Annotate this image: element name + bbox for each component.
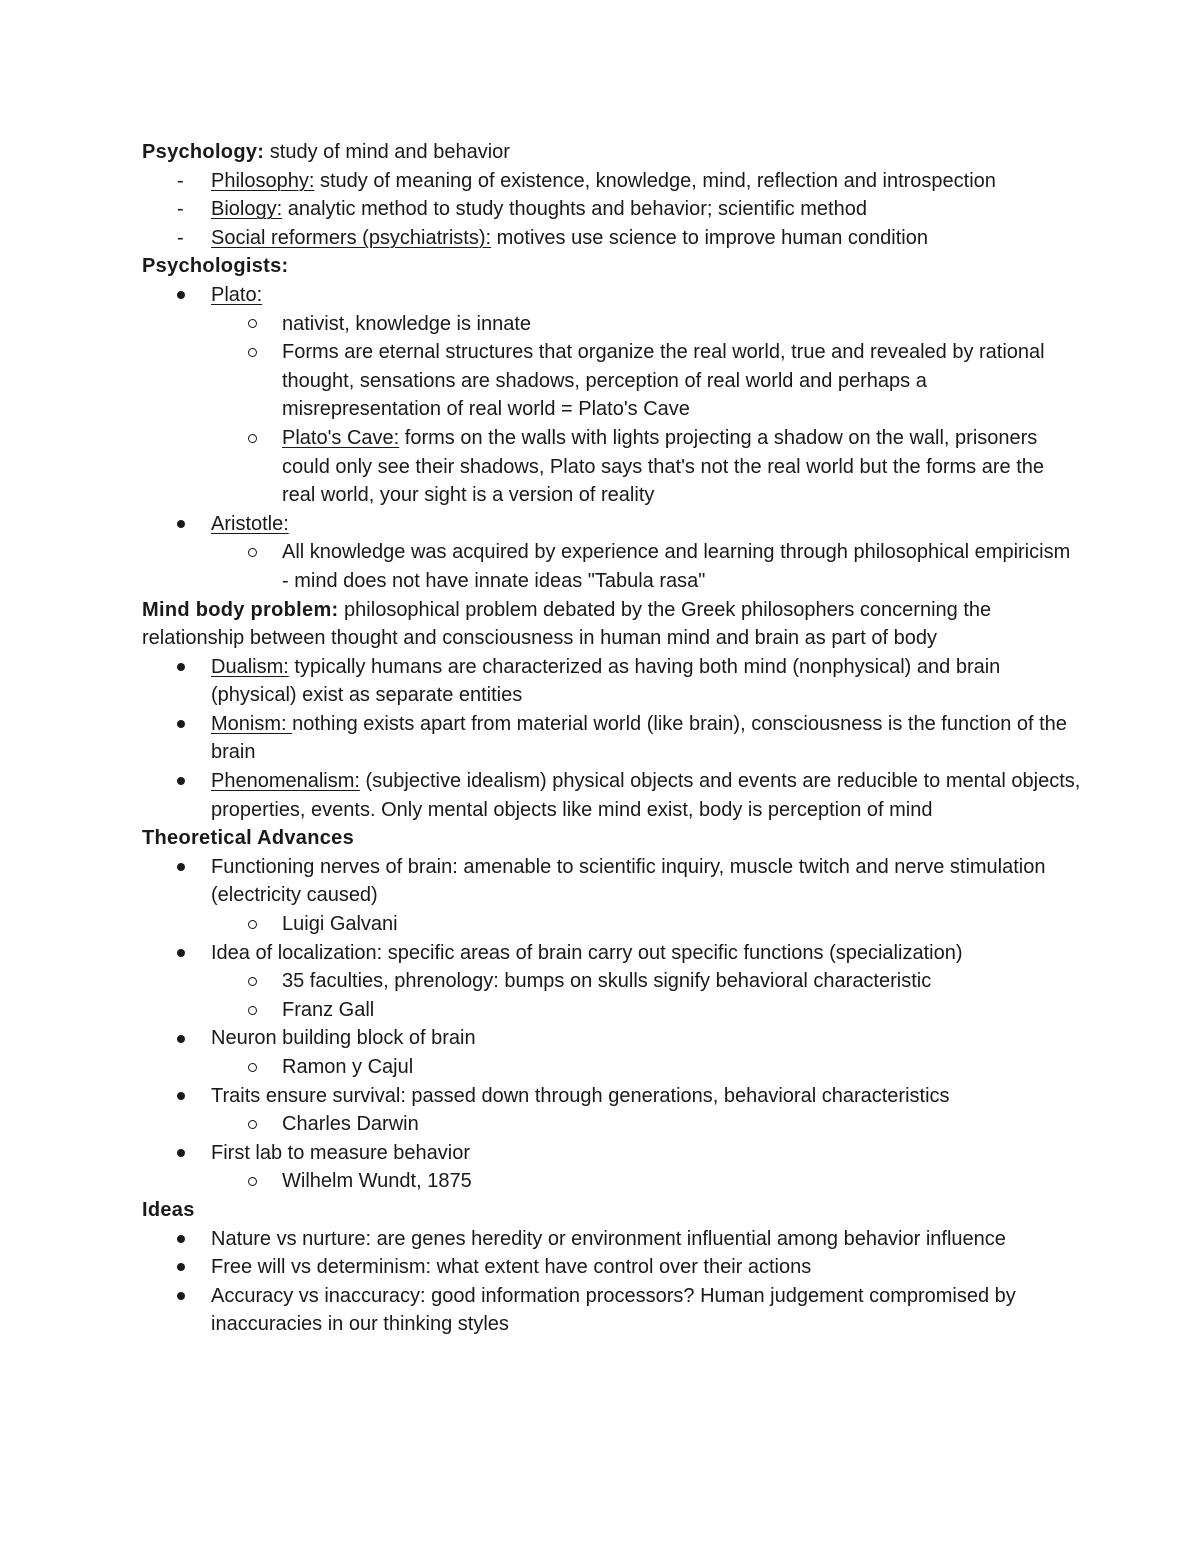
bullet-circle-icon [248, 348, 257, 357]
psychology-heading: Psychology: [142, 141, 265, 163]
list-item-term: Plato: [211, 283, 263, 306]
sub-list-item [142, 967, 1082, 996]
list-item [142, 939, 1082, 968]
list-item-term: Biology: [211, 198, 283, 221]
bullet-circle-icon [248, 920, 257, 929]
list-item-term: Aristotle: [211, 512, 289, 535]
list-item-text: Idea of localization: specific areas of brain carry out specific functions (specialization) [211, 941, 963, 964]
bullet-dot-icon [177, 1149, 185, 1157]
sub-list-item-text: Franz Gall [282, 998, 375, 1021]
document-page [142, 138, 1082, 1339]
bullet-circle-icon [248, 548, 257, 557]
list-item [142, 1082, 1082, 1111]
sub-list-item [142, 310, 1082, 339]
bullet-circle-icon [248, 977, 257, 986]
list-item-text: study of meaning of existence, knowledge, mind, reflection and introspection [314, 169, 996, 192]
list-item [142, 1282, 1082, 1339]
list-item [142, 1024, 1082, 1053]
ideas-heading: Ideas [142, 1198, 195, 1221]
sub-list-item-text: Luigi Galvani [282, 913, 398, 936]
sub-list-item [142, 424, 1082, 510]
mind-body-definition [142, 596, 1082, 653]
bullet-circle-icon [248, 319, 257, 328]
sub-list-item [142, 996, 1082, 1025]
list-item [142, 224, 1082, 253]
list-item-text: Functioning nerves of brain: amenable to scientific inquiry, muscle twitch and nerve stimulation (electricity caused) [211, 855, 1046, 907]
bullet-dot-icon [177, 720, 185, 728]
list-item-text: Nature vs nurture: are genes heredity or environment influential among behavior influence [211, 1227, 1006, 1250]
sub-list-item [142, 1110, 1082, 1139]
psychologists-heading: Psychologists: [142, 255, 289, 278]
sub-list-item-text: All knowledge was acquired by experience and learning through philosophical empiricism - mind does not have innate ideas "Tabula rasa" [282, 541, 1071, 592]
bullet-dot-icon [177, 663, 185, 671]
dash-bullet-icon: - [177, 226, 184, 249]
psychology-definition [142, 138, 1082, 167]
list-item-term: Monism: [211, 712, 293, 735]
advances-heading: Theoretical Advances [142, 827, 355, 850]
bullet-dot-icon [177, 863, 185, 871]
list-item [142, 653, 1082, 710]
bullet-dot-icon [177, 291, 185, 299]
bullet-dot-icon [177, 520, 185, 528]
list-item [142, 167, 1082, 196]
list-item [142, 1253, 1082, 1282]
bullet-dot-icon [177, 1092, 185, 1100]
list-item-text: Free will vs determinism: what extent have control over their actions [211, 1256, 812, 1279]
list-item [142, 853, 1082, 910]
sub-list-item [142, 910, 1082, 939]
list-item-text: (subjective idealism) physical objects and events are reducible to mental objects, properties, events. Only mental objects like mind exist, body is perception of mind [211, 770, 1081, 821]
list-item-text: nothing exists apart from material world (like brain), consciousness is the function of the brain [211, 712, 1067, 764]
sub-list-item [142, 1053, 1082, 1082]
mind-body-heading: Mind body problem: [142, 598, 339, 621]
bullet-dot-icon [177, 777, 185, 785]
bullet-dot-icon [177, 1035, 185, 1043]
list-item-text: Traits ensure survival: passed down through generations, behavioral characteristics [211, 1084, 950, 1107]
bullet-circle-icon [248, 434, 257, 443]
psychology-text: study of mind and behavior [264, 141, 510, 163]
list-item-term: Phenomenalism: [211, 770, 360, 793]
dash-bullet-icon: - [177, 169, 184, 192]
sub-list-item-term: Plato's Cave: [282, 426, 400, 449]
sub-list-item-text: Forms are eternal structures that organize the real world, true and revealed by rational thought, sensations are shadows, perception of real world and perhaps a misrepresentation of real world = Plato's Cave [282, 341, 1045, 421]
sub-list-item-text: 35 faculties, phrenology: bumps on skulls signify behavioral characteristic [282, 970, 932, 993]
sub-list-item-text: Wilhelm Wundt, 1875 [282, 1170, 472, 1193]
bullet-circle-icon [248, 1120, 257, 1129]
list-item-text: analytic method to study thoughts and behavior; scientific method [282, 198, 867, 221]
list-item-term: Dualism: [211, 655, 289, 678]
list-item [142, 195, 1082, 224]
bullet-circle-icon [248, 1006, 257, 1015]
list-item [142, 510, 1082, 539]
list-item-text: Neuron building block of brain [211, 1027, 476, 1050]
list-item [142, 710, 1082, 767]
list-item-text: typically humans are characterized as having both mind (nonphysical) and brain (physical) exist as separate entities [211, 655, 1001, 707]
sub-list-item [142, 1167, 1082, 1196]
list-item-text: First lab to measure behavior [211, 1141, 471, 1164]
sub-list-item-text: nativist, knowledge is innate [282, 312, 532, 335]
bullet-circle-icon [248, 1063, 257, 1072]
list-item-text: Accuracy vs inaccuracy: good information processors? Human judgement compromised by inaccuracies in our thinking styles [211, 1284, 1016, 1336]
bullet-dot-icon [177, 1292, 185, 1300]
list-item [142, 767, 1082, 824]
sub-list-item-text: Charles Darwin [282, 1113, 419, 1136]
list-item-text: motives use science to improve human condition [491, 226, 928, 249]
dash-bullet-icon: - [177, 198, 184, 221]
sub-list-item-text: Ramon y Cajul [282, 1056, 414, 1078]
bullet-circle-icon [248, 1177, 257, 1186]
list-item-term: Philosophy: [211, 169, 315, 192]
list-item [142, 1139, 1082, 1168]
sub-list-item [142, 338, 1082, 424]
sub-list-item-text: forms on the walls with lights projecting a shadow on the wall, prisoners could only see their shadows, Plato says that's not the real world but the forms are the real world, your sight is a version of reality [282, 426, 1045, 507]
mind-body-text: philosophical problem debated by the Greek philosophers concerning the relationship between thought and consciousness in human mind and brain as part of body [142, 598, 992, 650]
bullet-dot-icon [177, 949, 185, 957]
bullet-dot-icon [177, 1263, 185, 1271]
list-item [142, 281, 1082, 310]
list-item [142, 1225, 1082, 1254]
list-item-term: Social reformers (psychiatrists): [211, 226, 492, 249]
bullet-dot-icon [177, 1235, 185, 1243]
sub-list-item [142, 538, 1082, 595]
